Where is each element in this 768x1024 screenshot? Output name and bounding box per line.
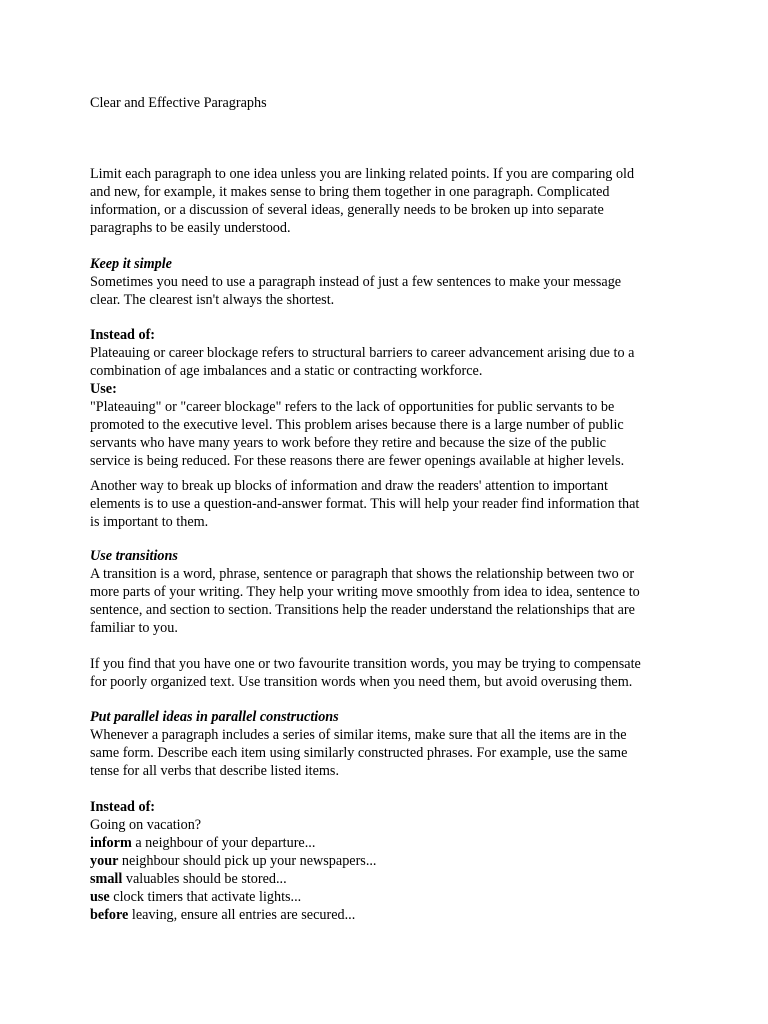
use-line: servants who have many years to work before they retire and because the size of the public (90, 435, 607, 451)
list-item (90, 870, 287, 888)
instead-of-line: Plateauing or career blockage refers to structural barriers to career advancement arising due to a (90, 345, 635, 361)
another-way-line: Another way to break up blocks of information and draw the readers' attention to important (90, 478, 608, 494)
parallel-heading: Put parallel ideas in parallel constructions (90, 709, 339, 725)
list-item-text: neighbour should pick up your newspapers... (118, 853, 377, 869)
transitions-heading: Use transitions (90, 548, 178, 564)
intro-line: information, or a discussion of several ideas, generally needs to be broken up into separate (90, 202, 604, 218)
list-item-text: clock timers that activate lights... (109, 889, 302, 905)
intro-line: paragraphs to be easily understood. (90, 220, 291, 236)
use-line: "Plateauing" or "career blockage" refers to the lack of opportunities for public servants to be (90, 399, 615, 415)
transitions-line: If you find that you have one or two favourite transition words, you may be trying to compensate (90, 656, 641, 672)
parallel-line: tense for all verbs that describe listed items. (90, 763, 339, 779)
list-item-text: a neighbour of your departure... (131, 835, 316, 851)
instead-of-label: Instead of: (90, 327, 156, 343)
parallel-line: same form. Describe each item using similarly constructed phrases. For example, use the same (90, 745, 628, 761)
list-item-keyword: your (90, 853, 119, 869)
keep-simple-line: Sometimes you need to use a paragraph instead of just a few sentences to make your message (90, 274, 622, 290)
list-item (90, 888, 301, 906)
intro-line: and new, for example, it makes sense to bring them together in one paragraph. Complicated (90, 184, 610, 200)
transitions-line: more parts of your writing. They help your writing move smoothly from idea to idea, sentence to (90, 584, 640, 600)
intro-line: Limit each paragraph to one idea unless you are linking related points. If you are comparing old (90, 166, 635, 182)
transitions-line: sentence, and section to section. Transitions help the reader understand the relationships that are (90, 602, 635, 618)
use-label: Use: (90, 381, 117, 397)
document-title: Clear and Effective Paragraphs (90, 95, 267, 111)
list-item-keyword: small (90, 871, 123, 887)
use-line: service is being reduced. For these reasons there are fewer openings available at higher levels. (90, 453, 625, 469)
list-item (90, 852, 376, 870)
transitions-line: for poorly organized text. Use transition words when you need them, but avoid overusing them. (90, 674, 633, 690)
transitions-line: A transition is a word, phrase, sentence or paragraph that shows the relationship between two or (90, 566, 635, 582)
another-way-line: is important to them. (90, 514, 209, 530)
parallel-line: Whenever a paragraph includes a series of similar items, make sure that all the items are in the (90, 727, 627, 743)
instead-of-label: Instead of: (90, 799, 156, 815)
transitions-line: familiar to you. (90, 620, 178, 636)
list-item (90, 834, 315, 852)
vacation-intro: Going on vacation? (90, 817, 202, 833)
keep-simple-line: clear. The clearest isn't always the shortest. (90, 292, 335, 308)
instead-of-line: combination of age imbalances and a static or contracting workforce. (90, 363, 483, 379)
list-item-text: leaving, ensure all entries are secured... (128, 907, 356, 923)
keep-simple-heading: Keep it simple (90, 256, 172, 272)
list-item-keyword: inform (90, 835, 132, 851)
list-item-text: valuables should be stored... (122, 871, 287, 887)
list-item-keyword: use (90, 889, 110, 905)
list-item-keyword: before (90, 907, 129, 923)
use-line: promoted to the executive level. This problem arises because there is a large number of public (90, 417, 624, 433)
another-way-line: elements is to use a question-and-answer format. This will help your reader find information that (90, 496, 640, 512)
list-item (90, 906, 355, 924)
